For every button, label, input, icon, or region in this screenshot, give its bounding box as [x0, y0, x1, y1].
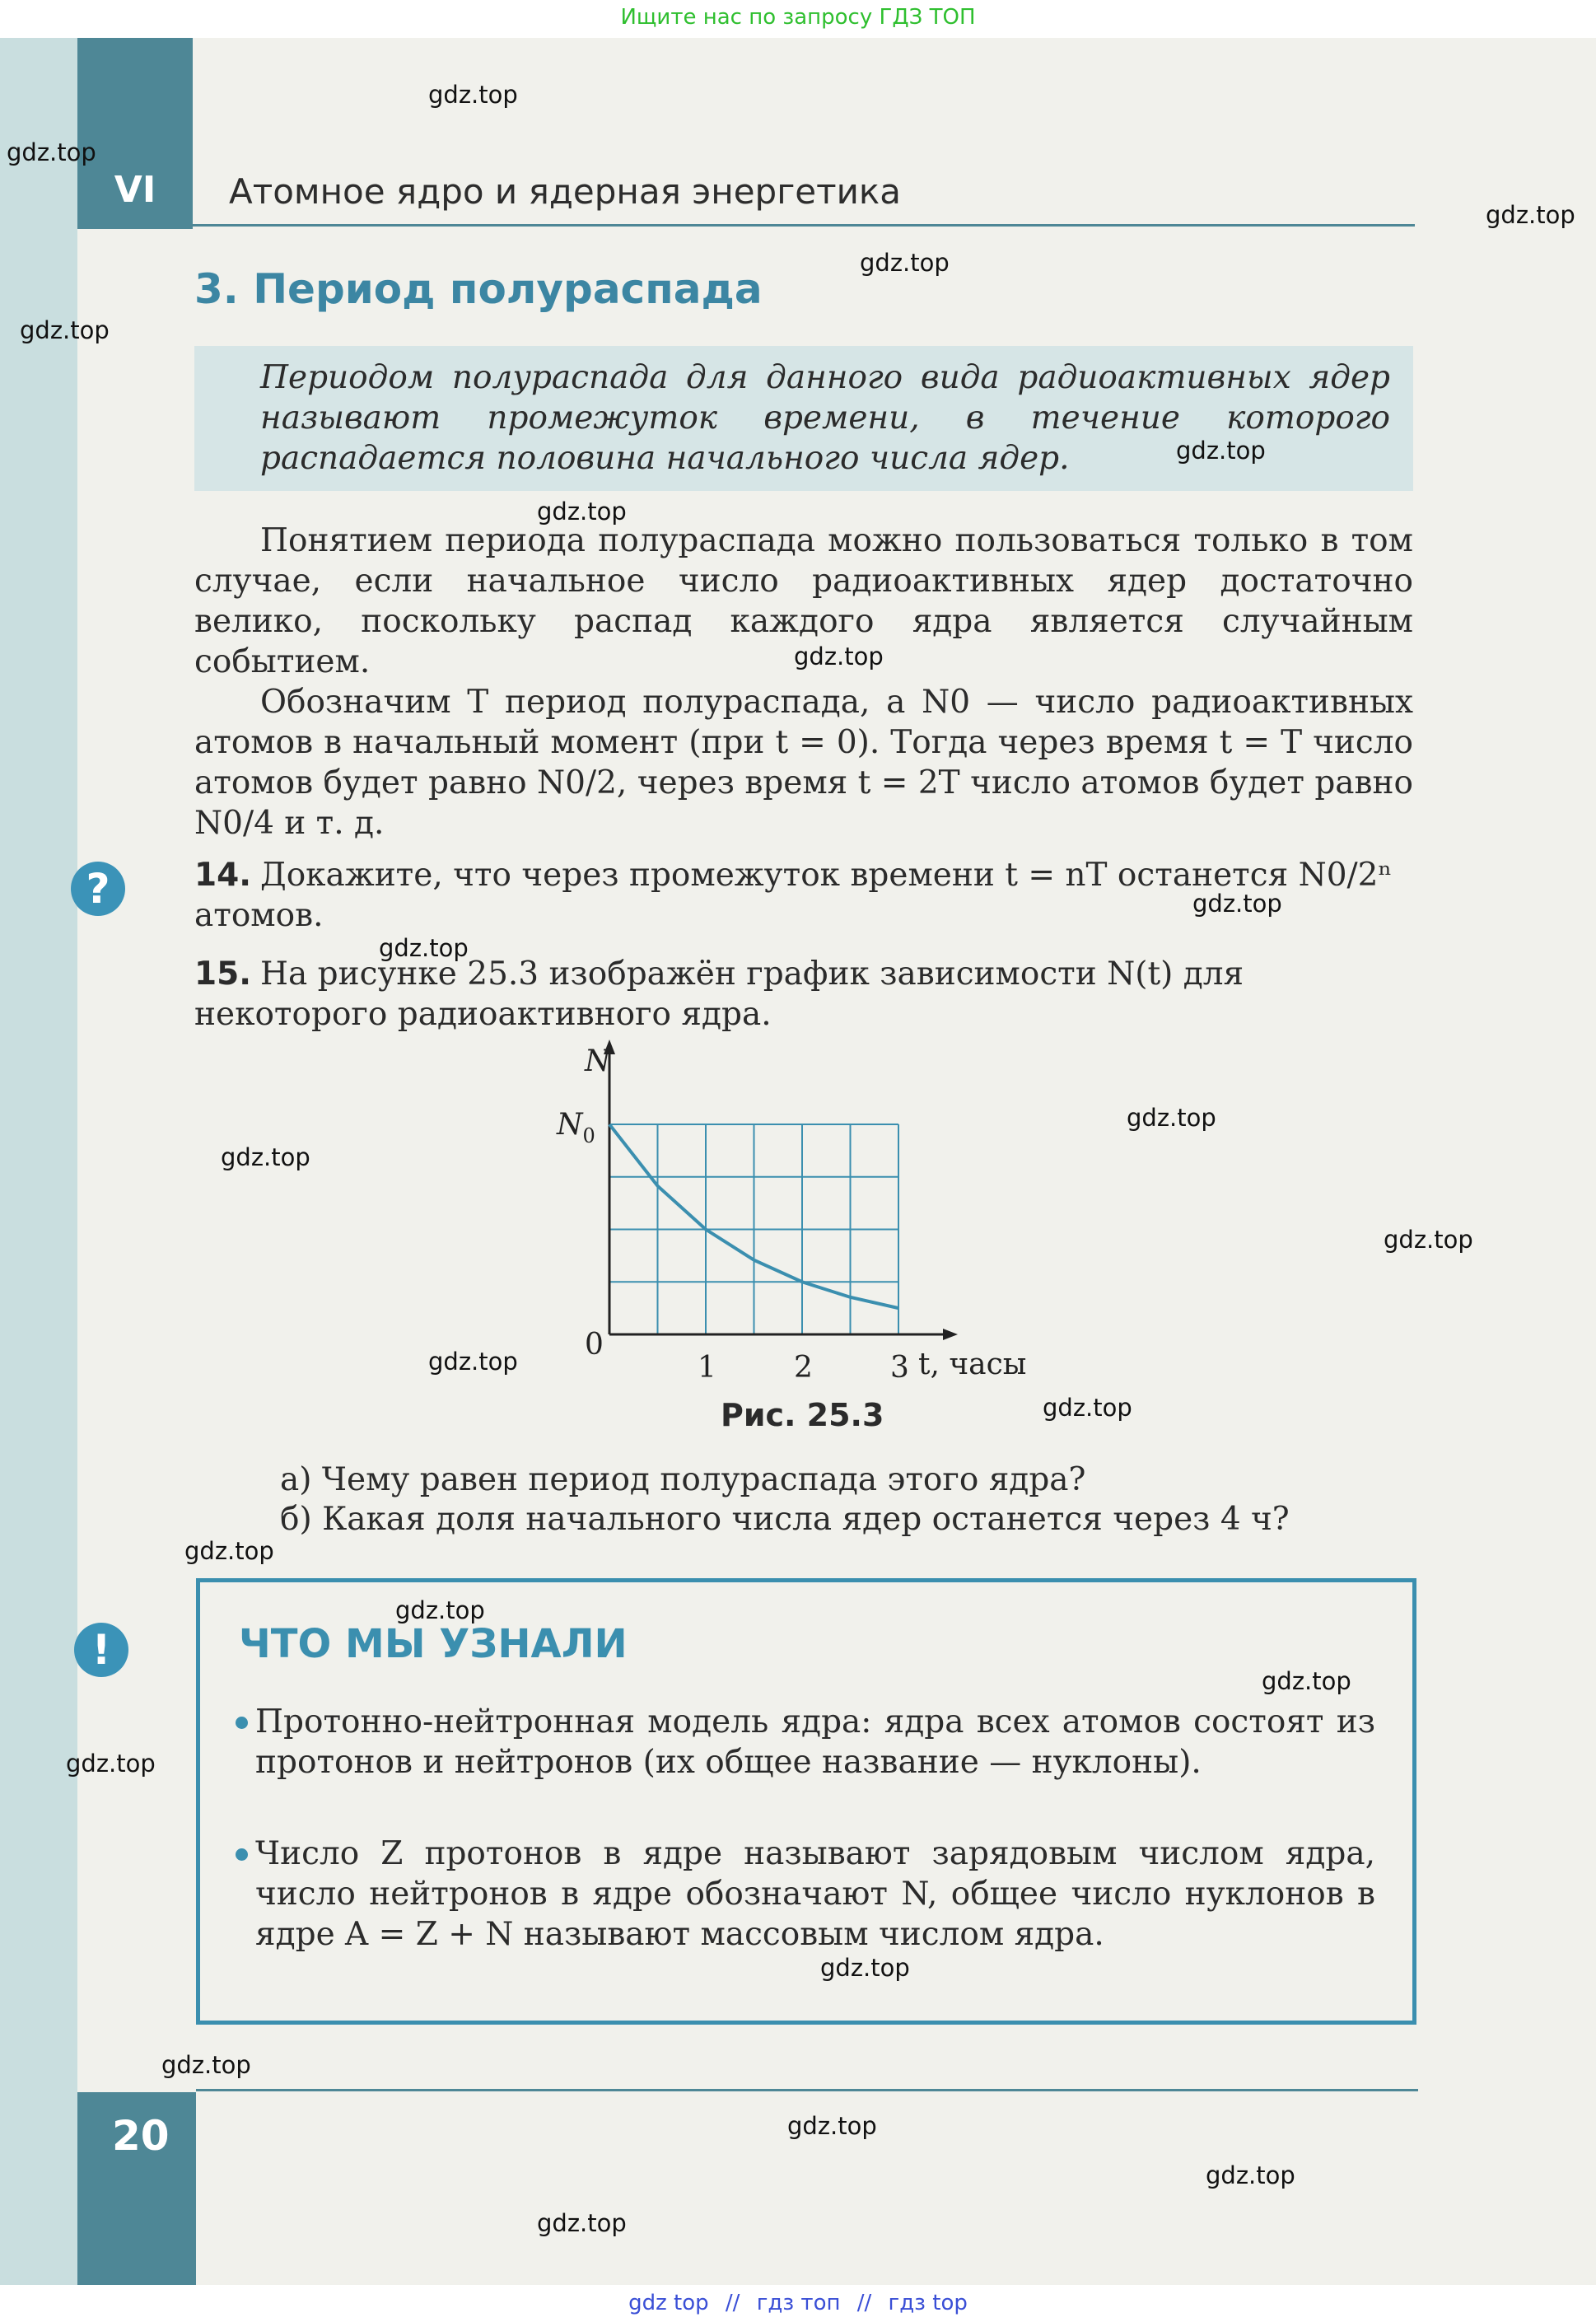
watermark: gdz.top: [537, 498, 627, 526]
task-15-text: На рисунке 25.3 изображён график зависимости N(t) для некоторого радиоактивного ядра.: [194, 955, 1244, 1033]
left-margin-band: [0, 38, 77, 2285]
watermark: gdz.top: [221, 1143, 310, 1171]
watermark: gdz.top: [1384, 1226, 1473, 1254]
chart-grid: [609, 1124, 898, 1334]
task-15-number: 15.: [194, 955, 252, 993]
bullet-dot: [236, 1848, 248, 1861]
x-axis-arrow: [943, 1329, 958, 1340]
watermark: gdz.top: [1486, 201, 1575, 229]
bottom-banner-link-1[interactable]: gdz top: [628, 2291, 709, 2315]
watermark: gdz.top: [379, 934, 469, 962]
task-15: [194, 954, 1413, 1035]
paragraph-2: Обозначим T период полураспада, а N0 — число радиоактивных атомов в начальный момент (при t = 0). Тогда через время t = T число атомов будет равно N0/2, через время t = 2T число атомов будет равно N0/4 и т. д.: [194, 684, 1413, 842]
bottom-banner-link-3[interactable]: гдз top: [888, 2291, 968, 2315]
watermark: gdz.top: [1192, 890, 1282, 918]
top-banner[interactable]: Ищите нас по запросу ГДЗ ТОП: [0, 0, 1596, 38]
summary-bullet-2: [255, 1834, 1375, 1955]
chart-labels: [556, 1044, 1026, 1384]
watermark: gdz.top: [395, 1596, 485, 1624]
summary-bullet-2-text: Число Z протонов в ядре называют зарядовым числом ядра, число нейтронов в ядре обозначают N, общее число нуклонов в ядре A = Z + N называют массовым числом ядра.: [255, 1835, 1375, 1953]
watermark: gdz.top: [428, 1348, 518, 1376]
decay-chart: [527, 1038, 1087, 1384]
question-icon: ?: [71, 862, 125, 916]
watermark: gdz.top: [7, 138, 96, 166]
definition-box: [194, 346, 1413, 491]
figure-caption: Рис. 25.3: [721, 1397, 884, 1433]
watermark: gdz.top: [537, 2209, 627, 2237]
y-axis-label: N: [585, 1044, 611, 1078]
watermark: gdz.top: [1127, 1104, 1216, 1132]
summary-bullet-1: [255, 1702, 1375, 1782]
summary-heading: ЧТО МЫ УЗНАЛИ: [239, 1621, 628, 1667]
watermark: gdz.top: [794, 642, 884, 670]
watermark: gdz.top: [20, 316, 110, 344]
watermark: gdz.top: [161, 2051, 251, 2079]
watermark: gdz.top: [1206, 2161, 1295, 2189]
x-tick-label: 1: [698, 1351, 716, 1384]
exclamation-icon: !: [74, 1623, 128, 1677]
summary-bullet-1-text: Протонно-нейтронная модель ядра: ядра всех атомов состоят из протонов и нейтронов (их общее название — нуклоны).: [255, 1703, 1375, 1781]
y-axis-n0-label: $N_0$: [557, 1108, 595, 1147]
paragraph-1: Понятием периода полураспада можно пользоваться только в том случае, если начальное число радиоактивных ядер достаточно велико, поскольку распад каждого ядра является случайным событием.: [194, 522, 1413, 680]
chapter-tab: [77, 38, 193, 229]
watermark: gdz.top: [1176, 437, 1266, 465]
watermark: gdz.top: [66, 1750, 156, 1778]
chapter-divider: [193, 224, 1415, 227]
chapter-number: VI: [114, 169, 156, 211]
x-axis-label: t, часы: [918, 1348, 1027, 1381]
watermark: gdz.top: [860, 249, 950, 277]
definition-text: Периодом полураспада для данного вида радиоактивных ядер называют промежуток времени, в течение которого распадается половина начального числа ядер.: [260, 359, 1390, 477]
task-14-text: Докажите, что через промежуток времени t = nT останется N0/2ⁿ атомов.: [194, 857, 1393, 934]
footer-divider: [196, 2089, 1418, 2091]
watermark: gdz.top: [1262, 1667, 1351, 1695]
x-tick-label: 2: [794, 1351, 813, 1384]
question-a: а) Чему равен период полураспада этого ядра?: [280, 1461, 1086, 1498]
x-tick-label: 3: [890, 1351, 909, 1384]
decay-chart-svg: [527, 1038, 1087, 1384]
watermark: gdz.top: [184, 1537, 274, 1565]
bottom-banner-link-2[interactable]: гдз топ: [756, 2291, 841, 2315]
section-heading: 3. Период полураспада: [194, 265, 763, 313]
chapter-title: Атомное ядро и ядерная энергетика: [229, 171, 901, 212]
bottom-banner[interactable]: [0, 2285, 1596, 2322]
bottom-banner-separator: //: [856, 2291, 872, 2315]
watermark: gdz.top: [820, 1954, 910, 1982]
bottom-banner-separator: //: [725, 2291, 740, 2315]
watermark: gdz.top: [787, 2112, 877, 2140]
bullet-dot: [236, 1717, 248, 1729]
watermark: gdz.top: [1043, 1394, 1132, 1422]
task-14-number: 14.: [194, 857, 252, 894]
watermark: gdz.top: [428, 81, 518, 109]
origin-label: 0: [585, 1328, 604, 1362]
paragraph-2-block: [194, 682, 1413, 843]
question-b: б) Какая доля начального числа ядер останется через 4 ч?: [280, 1501, 1290, 1538]
page-number: 20: [77, 2092, 196, 2285]
